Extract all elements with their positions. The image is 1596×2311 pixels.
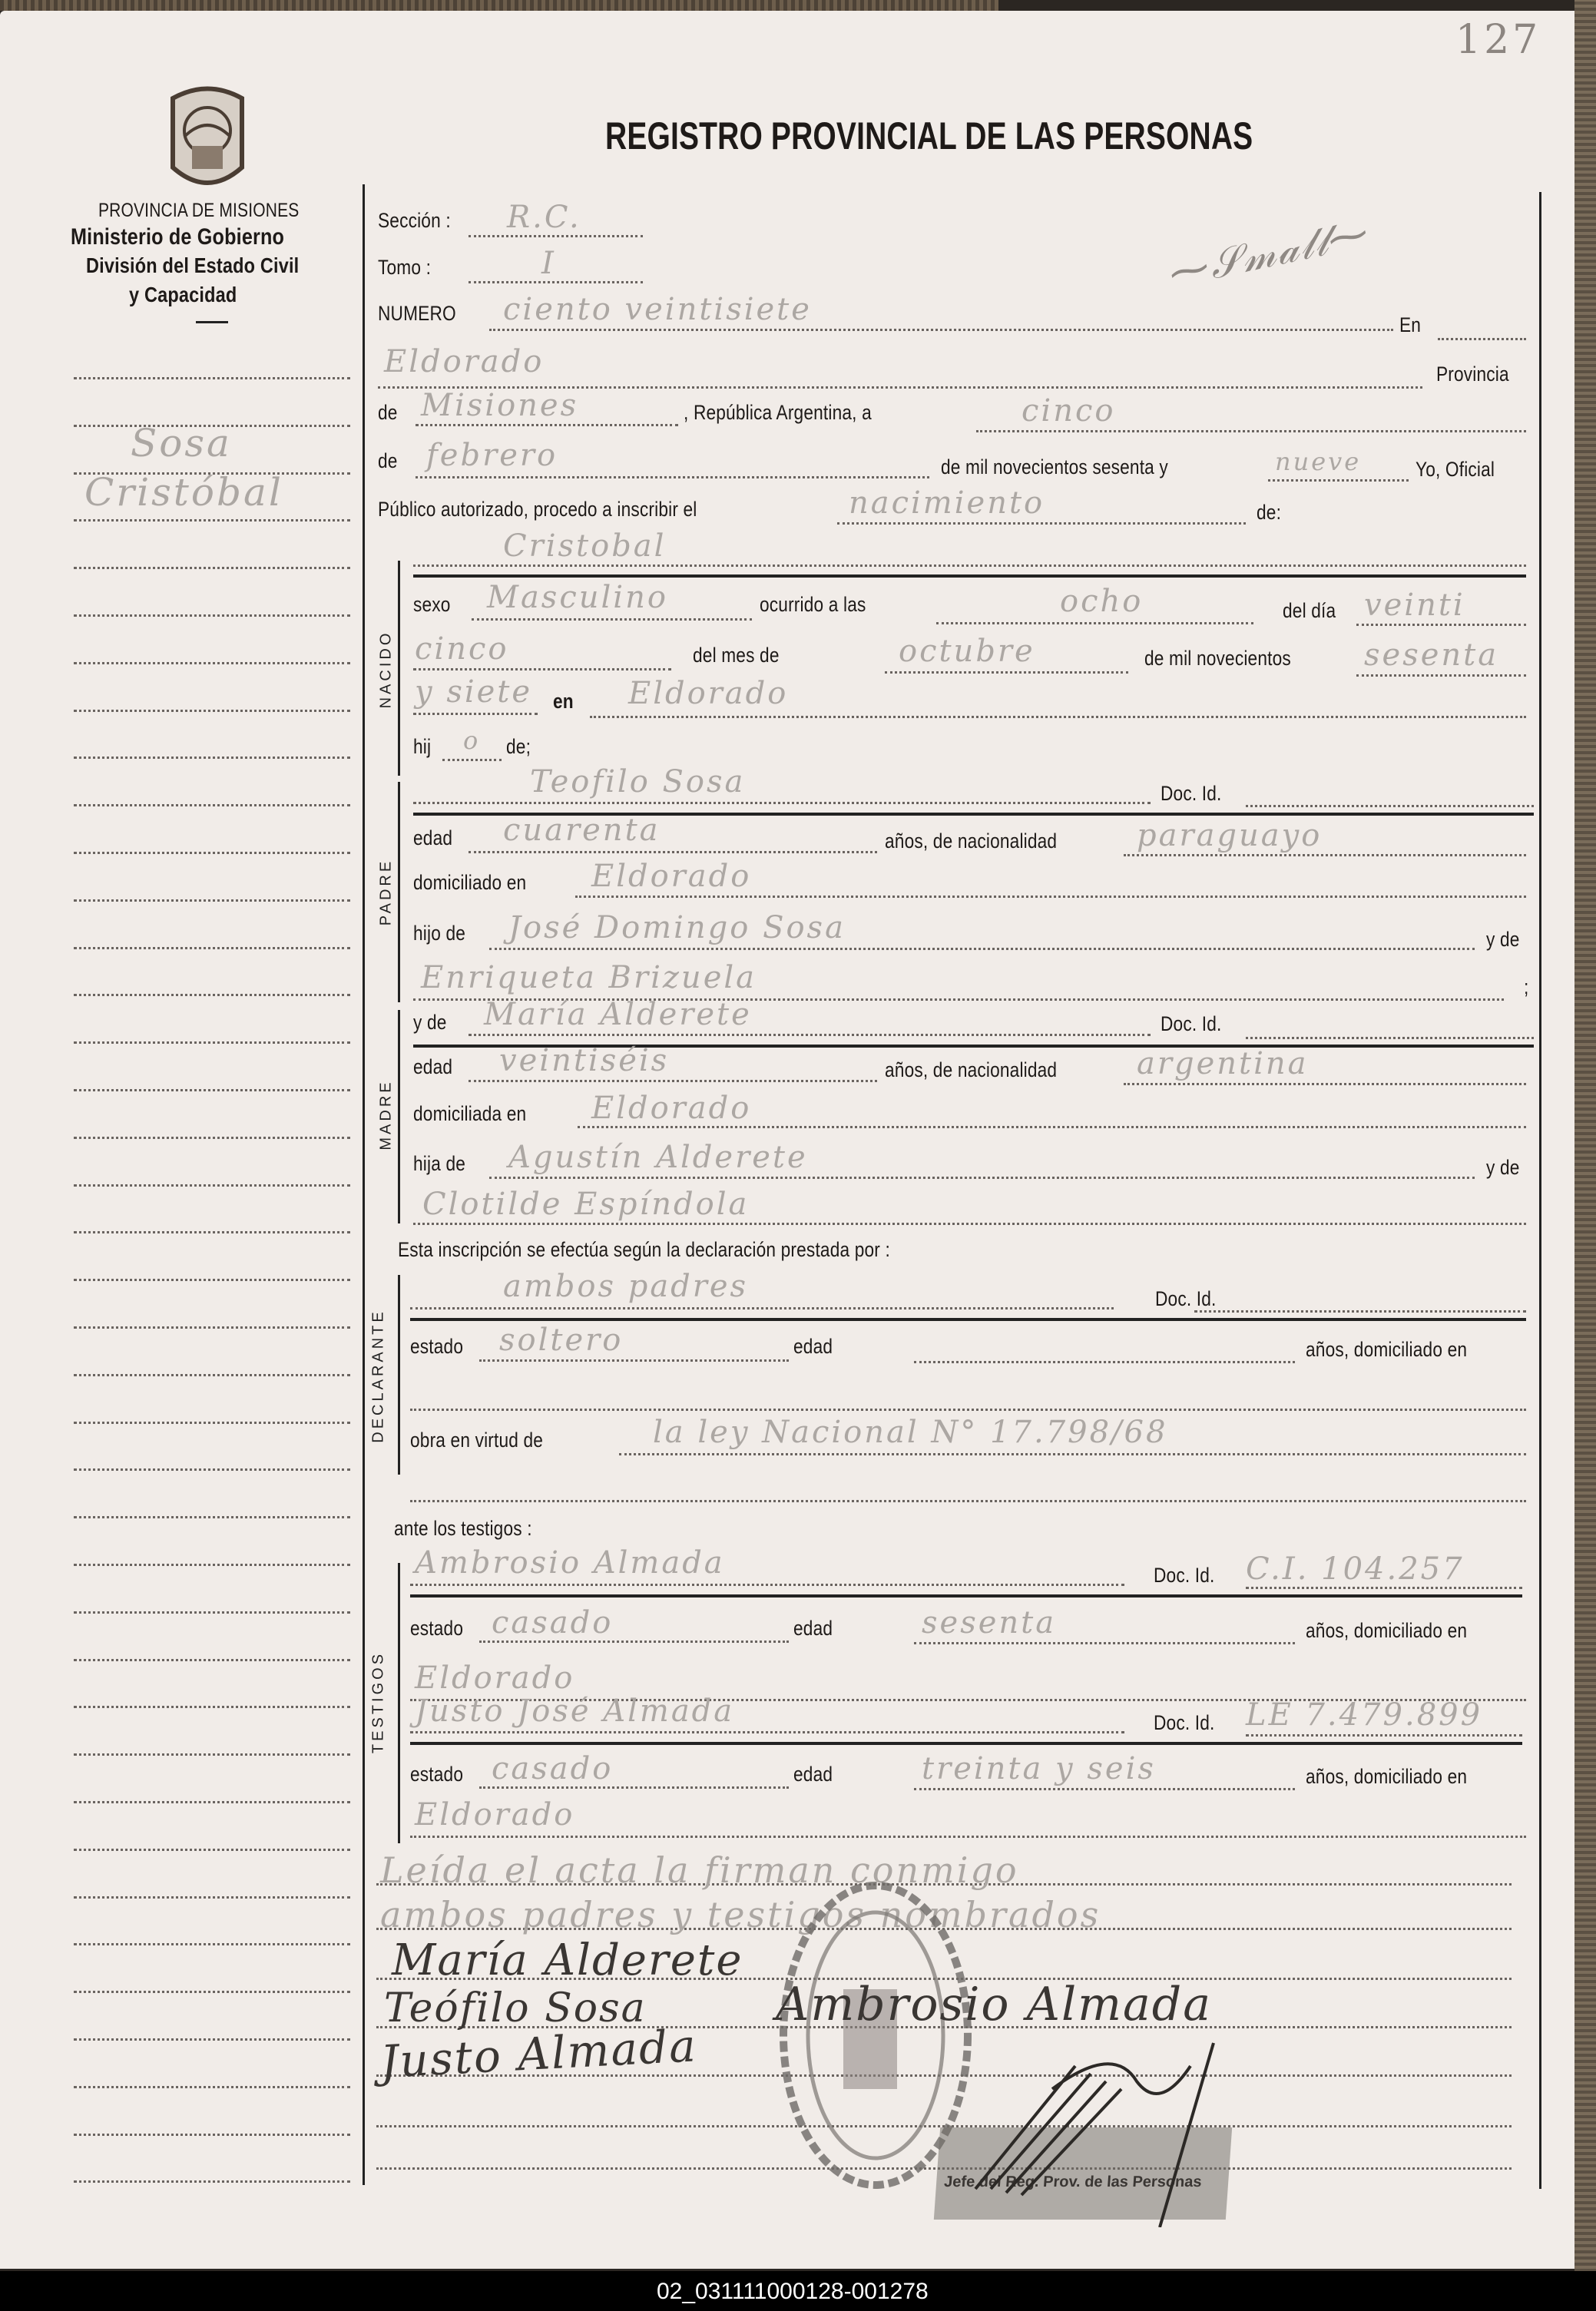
seccion-label: Sección : (378, 209, 451, 232)
t2-edad-label: edad (793, 1763, 833, 1786)
obra-value: la ley Nacional N° 17.798/68 (653, 1415, 1168, 1450)
scan-id: 02_031111000128-001278 (657, 2279, 929, 2304)
t2-dom-line (410, 1836, 1526, 1838)
section-rule (410, 1594, 1522, 1598)
madre-madre-value: Clotilde Espíndola (422, 1187, 750, 1222)
madre-edad-value: veintiséis (499, 1043, 670, 1078)
hij-value: o (463, 726, 481, 755)
obra-line (619, 1453, 1526, 1455)
en-label: en (553, 690, 574, 713)
margin-line (74, 662, 350, 664)
testigos-bracket (398, 1563, 400, 1843)
declarante-estado-label: estado (410, 1335, 464, 1358)
madre-doc-line (1246, 1037, 1534, 1039)
t1-estado-line (479, 1641, 789, 1643)
margin-line (74, 1564, 350, 1566)
padre-nac-value: paraguayo (1137, 818, 1323, 853)
margin-line (74, 899, 350, 902)
section-rule (410, 1318, 1526, 1321)
t2-estado-label: estado (410, 1763, 464, 1786)
t2-dom-value: Eldorado (415, 1797, 575, 1833)
section-rule (410, 1742, 1522, 1745)
t2-estado-line (479, 1786, 789, 1789)
seccion-value: R.C. (507, 200, 581, 235)
anio-value: nueve (1275, 447, 1362, 476)
tomo-value: I (541, 246, 556, 281)
declarante-estado-value: soltero (499, 1323, 624, 1358)
anio-line (1356, 674, 1526, 677)
division-label: División del Estado Civil (86, 253, 300, 277)
margin-line (74, 1422, 350, 1424)
seccion-line (469, 235, 643, 237)
padre-padre-line (489, 948, 1475, 950)
anio-line-2 (413, 713, 538, 715)
tomo-label: Tomo : (378, 256, 432, 279)
declarante-estado-line (479, 1359, 789, 1362)
t1-dom-label: años, domiciliado en (1306, 1619, 1468, 1642)
hij-de-label: de; (506, 735, 531, 758)
margin-line (74, 1468, 350, 1471)
testigos-label: ante los testigos : (394, 1517, 532, 1540)
provincial-seal-icon (157, 83, 257, 198)
page-number: 127 (1455, 17, 1541, 63)
madre-yde-label: y de (413, 1011, 447, 1034)
dia-line-2 (413, 668, 671, 670)
anio-value: sesenta (1364, 637, 1499, 673)
margin-line (74, 1896, 350, 1899)
madre-padre-value: Agustín Alderete (508, 1140, 808, 1175)
declarante-doc-label: Doc. Id. (1155, 1287, 1217, 1310)
padre-edad-line (469, 851, 877, 853)
obra-label: obra en virtud de (410, 1429, 544, 1452)
stamp-text: Jefe del Reg. Prov. de las Personas (943, 2174, 1203, 2190)
registrar-initial-signature: ⁓𝒮𝓂𝒶𝓁𝓁⁓ (1164, 210, 1374, 297)
margin-line (74, 710, 350, 712)
signature-mother: María Alderete (392, 1935, 743, 1985)
padre-section-label: PADRE (377, 858, 395, 926)
del-dia-label: del día (1283, 599, 1336, 622)
acto-value: nacimiento (849, 485, 1045, 521)
t1-doc-line (1246, 1587, 1522, 1589)
declarante-dom-label: años, domiciliado en (1306, 1338, 1468, 1361)
madre-dom-label: domiciliada en (413, 1102, 527, 1125)
margin-line (74, 947, 350, 949)
margin-line (74, 852, 350, 854)
yo-oficial-label: Yo, Oficial (1416, 458, 1495, 481)
obra-line-2 (410, 1500, 1526, 1502)
margin-line (74, 2180, 350, 2183)
anio-label: de mil novecientos (1144, 647, 1291, 670)
hij-line (442, 759, 502, 761)
padre-edad-label: edad (413, 826, 453, 849)
provincia-line (416, 424, 678, 426)
declarante-nombre-value: ambos padres (503, 1269, 749, 1304)
margin-line (74, 2086, 350, 2088)
madre-yde2-label: y de (1486, 1156, 1520, 1179)
margin-line (74, 1231, 350, 1233)
nombre-line (413, 565, 1526, 567)
hora-value: ocho (1060, 584, 1144, 619)
ocurrido-label: ocurrido a las (760, 593, 866, 616)
padre-dom-value: Eldorado (591, 859, 752, 894)
t2-dom-label: años, domiciliado en (1306, 1765, 1468, 1788)
nombre-value: Cristobal (503, 528, 667, 564)
nacido-bracket (398, 561, 400, 776)
section-rule (413, 574, 1526, 578)
t1-nombre-line (410, 1584, 1124, 1586)
margin-line (74, 1041, 350, 1044)
margin-line (74, 1991, 350, 1993)
declarante-doc-line (1194, 1310, 1526, 1313)
en-line (1438, 338, 1526, 340)
declarante-edad-label: edad (793, 1335, 833, 1358)
margin-line (74, 1089, 350, 1091)
t1-edad-value: sesenta (922, 1605, 1057, 1641)
registrar-signature-icon (960, 1997, 1283, 2227)
t2-estado-value: casado (492, 1751, 614, 1786)
semicolon: ; (1524, 975, 1529, 998)
t1-nombre-value: Ambrosio Almada (415, 1545, 725, 1581)
lugar-line (590, 716, 1526, 718)
anio-value-2: y siete (415, 674, 533, 710)
t2-doc-value: LE 7.479.899 (1246, 1697, 1483, 1733)
madre-padre-line (489, 1177, 1475, 1179)
margin-line (74, 1849, 350, 1851)
tomo-line (469, 281, 643, 283)
divider (196, 321, 228, 323)
t1-estado-value: casado (492, 1605, 614, 1641)
t1-dom-value: Eldorado (415, 1660, 575, 1696)
t2-edad-value: treinta y seis (922, 1751, 1156, 1786)
en-label: En (1399, 313, 1422, 336)
declaracion-label: Esta inscripción se efectúa según la declaración prestada por : (398, 1238, 890, 1261)
padre-doc-label: Doc. Id. (1161, 782, 1222, 805)
form-right-border (1539, 192, 1541, 2189)
dia-line (976, 430, 1526, 432)
margin-line (74, 1611, 350, 1614)
closing-line-1: Leída el acta la firman conmigo (380, 1849, 1019, 1891)
sexo-label: sexo (413, 593, 451, 616)
madre-dom-value: Eldorado (591, 1091, 752, 1126)
division-label-2: y Capacidad (129, 283, 237, 306)
padre-bracket (398, 782, 400, 1002)
padre-doc-line (1246, 805, 1534, 807)
acto-line (837, 522, 1246, 525)
padre-madre-value: Enriqueta Brizuela (421, 960, 757, 995)
t1-edad-label: edad (793, 1617, 833, 1640)
dia-line (1356, 624, 1526, 626)
padre-edad-value: cuarenta (503, 813, 661, 848)
madre-dom-line (578, 1126, 1526, 1128)
margin-line (74, 1753, 350, 1756)
padre-nac-line (1124, 854, 1526, 856)
mes-value: febrero (426, 438, 558, 473)
testigos-section-label: TESTIGOS (369, 1650, 387, 1754)
t1-estado-label: estado (410, 1617, 464, 1640)
madre-nombre-line (469, 1034, 1151, 1036)
dia-value-2: cinco (415, 631, 509, 667)
numero-line (489, 329, 1393, 331)
padre-nac-label: años, de nacionalidad (885, 829, 1058, 853)
margin-line (74, 757, 350, 759)
column-divider (363, 184, 365, 2185)
localidad-value: Eldorado (384, 344, 545, 379)
mes-label: del mes de (693, 644, 780, 667)
margin-line (74, 1184, 350, 1187)
madre-bracket (398, 1010, 400, 1223)
madre-edad-line (469, 1080, 877, 1082)
margin-line (74, 2134, 350, 2136)
padre-nombre-value: Teofilo Sosa (530, 764, 746, 800)
publico-label: Público autorizado, procedo a inscribir el (378, 498, 697, 521)
padre-padre-value: José Domingo Sosa (508, 910, 846, 945)
dia-value: cinco (1022, 393, 1116, 429)
margin-line (74, 1137, 350, 1139)
dia-value: veinti (1364, 588, 1465, 623)
signature-witness-2: Justo Almada (379, 2019, 699, 2088)
hij-label: hij (413, 735, 432, 758)
margin-line (74, 1374, 350, 1376)
padre-dom-line (575, 896, 1526, 898)
t1-edad-line (914, 1642, 1295, 1644)
margin-line (74, 1279, 350, 1281)
madre-edad-label: edad (413, 1055, 453, 1078)
margin-given-name: Cristóbal (84, 470, 283, 515)
signature-father: Teófilo Sosa (384, 1985, 647, 2031)
padre-hijo-label: hijo de (413, 922, 466, 945)
madre-nac-line (1124, 1083, 1526, 1085)
signature-witness-1: Ambrosio Almada (776, 1978, 1212, 2031)
declarante-dom-line (410, 1409, 1526, 1411)
padre-yde-label: y de (1486, 928, 1520, 951)
margin-line (74, 519, 350, 521)
book-binding-right (1574, 0, 1596, 2272)
t1-doc-value: C.I. 104.257 (1246, 1551, 1465, 1587)
provincia-value: Misiones (421, 388, 579, 423)
margin-line (74, 1659, 350, 1661)
margin-line (74, 377, 350, 379)
t2-nombre-line (410, 1731, 1124, 1733)
mes-line (885, 671, 1128, 674)
lugar-value: Eldorado (628, 676, 789, 711)
anio-label: de mil novecientos sesenta y (941, 455, 1168, 478)
scan-footer-bar (0, 2271, 1596, 2311)
book-binding-top (0, 0, 998, 11)
t1-doc-label: Doc. Id. (1154, 1564, 1215, 1587)
t2-doc-label: Doc. Id. (1154, 1711, 1215, 1734)
padre-nombre-line (413, 802, 1151, 804)
sexo-line (472, 618, 752, 621)
t2-doc-line (1246, 1734, 1522, 1737)
madre-nombre-value: María Alderete (484, 997, 752, 1032)
madre-section-label: MADRE (377, 1079, 395, 1151)
provincia-label: Provincia (1436, 363, 1509, 386)
page-title: REGISTRO PROVINCIAL DE LAS PERSONAS (605, 114, 1253, 157)
margin-line (74, 2038, 350, 2041)
province-label: PROVINCIA DE MISIONES (98, 200, 300, 221)
madre-hija-label: hija de (413, 1152, 466, 1175)
declarante-bracket (398, 1275, 400, 1475)
margin-line (74, 1943, 350, 1945)
margin-line (74, 994, 350, 996)
margin-line (74, 1706, 350, 1708)
margin-line (74, 1326, 350, 1329)
numero-value: ciento veintisiete (503, 292, 812, 327)
ministry-label: Ministerio de Gobierno (71, 224, 285, 250)
madre-doc-label: Doc. Id. (1161, 1012, 1222, 1035)
republica-label: , República Argentina, a (684, 401, 872, 424)
madre-nac-label: años, de nacionalidad (885, 1058, 1058, 1081)
de-label: de (378, 401, 398, 424)
mes-value: octubre (899, 634, 1035, 669)
margin-line (74, 1516, 350, 1518)
t2-edad-line (914, 1788, 1295, 1790)
sexo-value: Masculino (487, 580, 668, 615)
t2-nombre-value: Justo José Almada (415, 1694, 735, 1729)
de2-label: de (378, 449, 398, 472)
declarante-section-label: DECLARANTE (369, 1309, 387, 1443)
margin-line (74, 804, 350, 806)
margin-line (74, 614, 350, 617)
mes-line (416, 476, 929, 478)
anio-line (1268, 479, 1409, 482)
numero-label: NUMERO (378, 302, 456, 325)
madre-nac-value: argentina (1137, 1046, 1309, 1081)
margin-surname: Sosa (131, 421, 232, 465)
hora-line (936, 622, 1253, 624)
declarante-edad-line (914, 1361, 1295, 1363)
closing-line-2: ambos padres y testigos nombrados (380, 1894, 1101, 1935)
de3-label: de: (1257, 501, 1282, 524)
madre-madre-line (413, 1223, 1526, 1225)
declarante-nombre-line (410, 1307, 1114, 1309)
margin-line (74, 1801, 350, 1803)
nacido-section-label: NACIDO (377, 630, 395, 709)
margin-line (74, 567, 350, 569)
padre-dom-label: domiciliado en (413, 871, 527, 894)
